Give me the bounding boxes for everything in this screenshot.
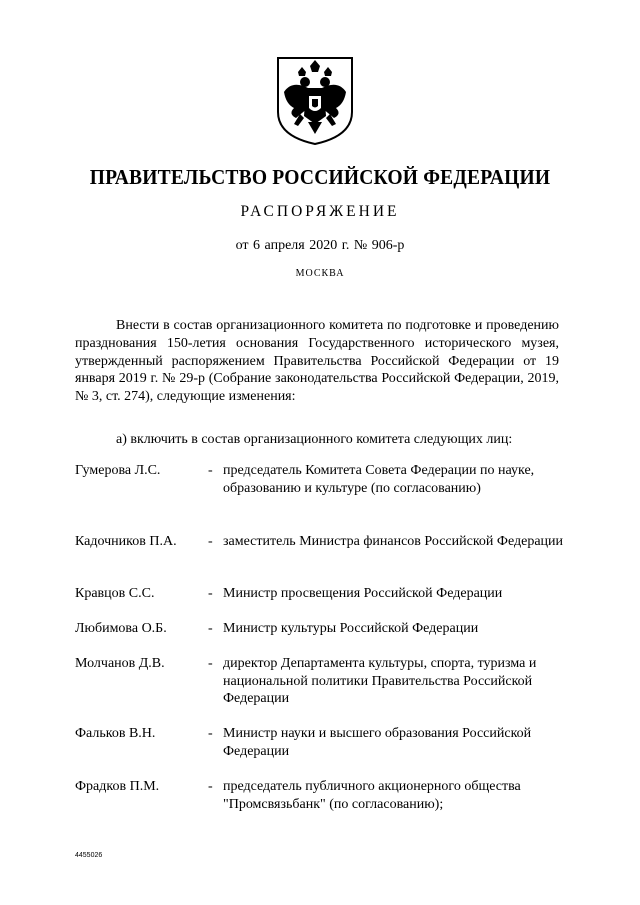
member-dash: - <box>208 621 213 636</box>
document-code: 4455026 <box>75 852 103 859</box>
document-date-number: от 6 апреля 2020 г. № 906-р <box>235 238 405 253</box>
main-paragraph: Внести в состав организационного комитета по подготовке и проведению празднования 150-летия основания Государственного исторического музея, утвержденный распоряжением Правительства Российской Федерации от 19 января 2019 г. № 29-р (Собрание законодательства Российской Федерации, 2019, № 3, ст. 274), следующие изменения: <box>75 318 559 405</box>
member-name: Фальков В.Н. <box>75 726 156 741</box>
member-dash: - <box>208 779 213 794</box>
member-name: Фрадков П.М. <box>75 779 160 794</box>
member-position: председатель публичного акционерного общества "Промсвязьбанк" (по согласованию); <box>223 779 521 812</box>
document-city: МОСКВА <box>295 268 345 279</box>
member-dash: - <box>208 534 213 549</box>
member-position: заместитель Министра финансов Российской Федерации <box>223 534 564 549</box>
member-dash: - <box>208 726 213 741</box>
member-dash: - <box>208 586 213 601</box>
member-dash: - <box>208 656 213 671</box>
member-name: Кадочников П.А. <box>75 534 177 549</box>
member-name: Любимова О.Б. <box>75 621 167 636</box>
member-name: Гумерова Л.С. <box>75 463 161 478</box>
government-title: ПРАВИТЕЛЬСТВО РОССИЙСКОЙ ФЕДЕРАЦИИ <box>89 165 551 189</box>
member-position: Министр культуры Российской Федерации <box>223 621 479 636</box>
member-position: Министр науки и высшего образования Российской Федерации <box>223 726 532 759</box>
member-position: председатель Комитета Совета Федерации по науке, образованию и культуре (по согласованию) <box>223 463 535 496</box>
member-dash: - <box>208 463 213 478</box>
document-type: РАСПОРЯЖЕНИЕ <box>240 203 400 220</box>
list-intro: а) включить в состав организационного комитета следующих лиц: <box>116 432 513 447</box>
member-name: Кравцов С.С. <box>75 586 155 601</box>
member-position: директор Департамента культуры, спорта, туризма и национальной политики Правительства Российской Федерации <box>223 656 537 706</box>
coat-of-arms-icon <box>272 52 358 148</box>
member-position: Министр просвещения Российской Федерации <box>223 586 503 601</box>
member-name: Молчанов Д.В. <box>75 656 165 671</box>
